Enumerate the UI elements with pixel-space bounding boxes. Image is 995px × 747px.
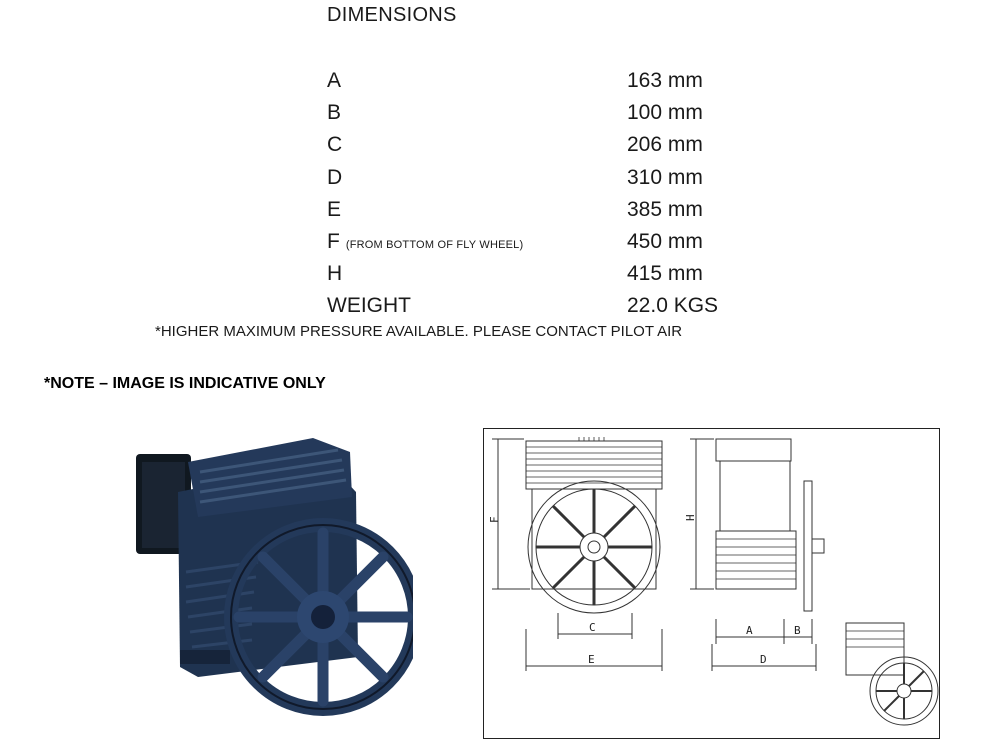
dimension-key: D	[327, 165, 343, 189]
dimension-value: 163 mm	[627, 69, 703, 92]
dimensions-table	[327, 67, 747, 325]
dimension-row-e	[327, 196, 747, 228]
dimension-row-c	[327, 131, 747, 163]
dimension-value: 206 mm	[627, 133, 703, 157]
dimension-note: (FROM BOTTOM OF FLY WHEEL)	[345, 238, 524, 251]
dimension-row-a	[327, 67, 747, 99]
dimension-value: 450 mm	[627, 229, 703, 253]
label-h: H	[684, 514, 697, 521]
dimension-key: B	[327, 101, 342, 125]
dimension-key: A	[327, 69, 342, 92]
image-note: *NOTE – IMAGE IS INDICATIVE ONLY	[44, 375, 326, 392]
dimensions-heading: DIMENSIONS	[327, 4, 457, 26]
dimension-key: F (FROM BOTTOM OF FLY WHEEL)	[327, 229, 524, 253]
dimension-value: 415 mm	[627, 262, 703, 286]
label-e: E	[588, 653, 595, 666]
dimension-key: E	[327, 197, 342, 221]
dimension-value: 385 mm	[627, 197, 703, 221]
dimension-value: 100 mm	[627, 101, 703, 125]
dimension-key: C	[327, 133, 343, 157]
label-f: F	[488, 516, 501, 523]
dimension-row-b	[327, 99, 747, 131]
label-a: A	[746, 624, 753, 637]
dimension-row-h	[327, 260, 747, 292]
dimension-drawing	[483, 428, 940, 739]
label-d: D	[760, 653, 767, 666]
dimension-value: 310 mm	[627, 165, 703, 189]
dimension-row-d	[327, 164, 747, 196]
compressor-pump-photo	[128, 432, 413, 737]
dimension-key: WEIGHT	[327, 294, 411, 318]
pressure-note: *HIGHER MAXIMUM PRESSURE AVAILABLE. PLEASE CONTACT PILOT AIR	[155, 323, 683, 340]
label-c: C	[589, 621, 596, 634]
dimension-row-weight	[327, 292, 747, 324]
dimension-key: H	[327, 262, 343, 286]
dimension-row-f	[327, 228, 747, 260]
dimension-value: 22.0 KGS	[627, 294, 719, 318]
label-b: B	[794, 624, 801, 637]
